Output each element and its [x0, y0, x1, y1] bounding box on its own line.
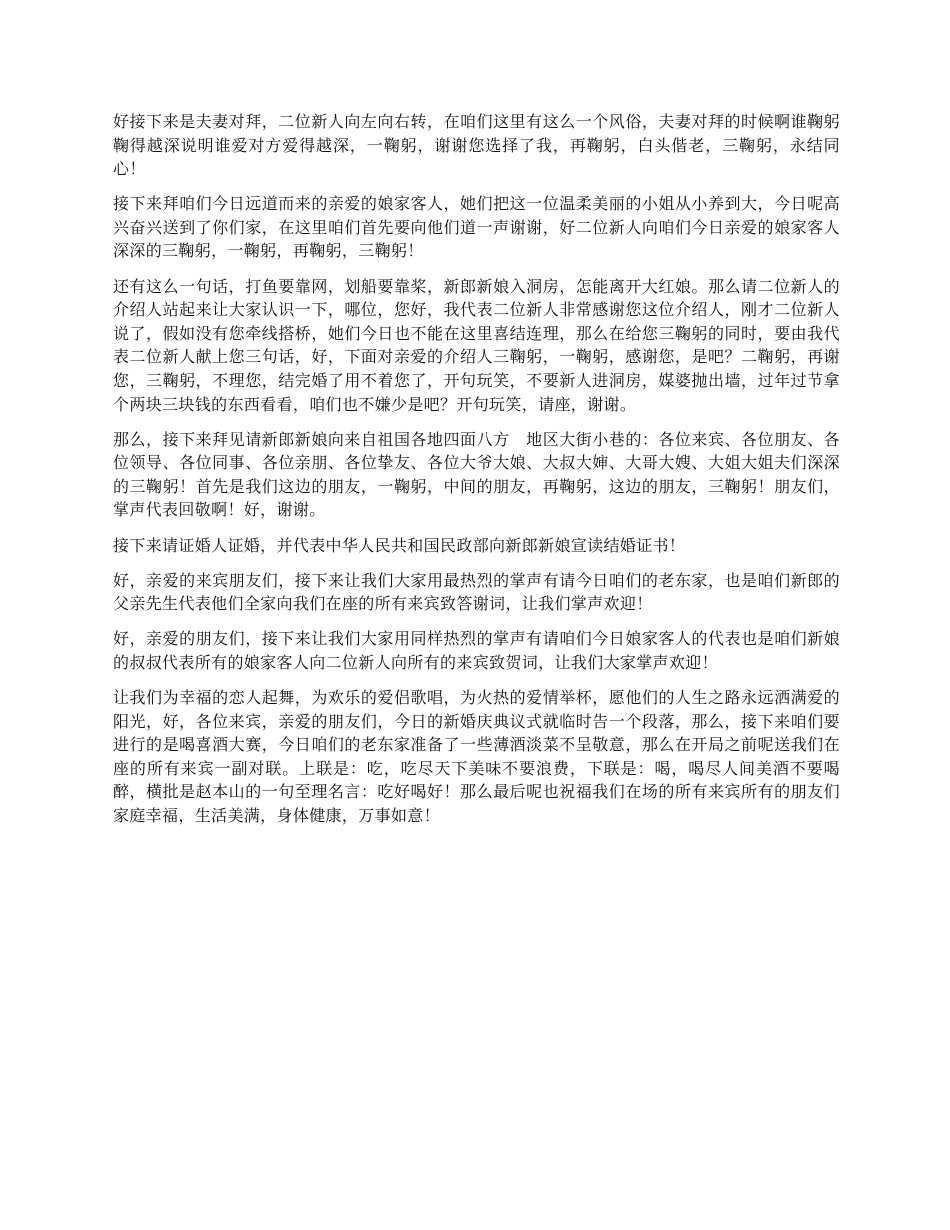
paragraph: 好，亲爱的来宾朋友们，接下来让我们大家用最热烈的掌声有请今日咱们的老东家，也是咱们新郎的父亲先生代表他们全家向我们在座的所有来宾致答谢词，让我们掌声欢迎！: [113, 570, 840, 614]
paragraph: 让我们为幸福的恋人起舞，为欢乐的爱侣歌唱，为火热的爱情举杯，愿他们的人生之路永远洒满爱的阳光，好，各位来宾，亲爱的朋友们，今日的新婚庆典议式就临时告一个段落，那么，接下来咱们要进行的是喝喜酒大赛，今日咱们的老东家准备了一些薄酒淡菜不呈敬意，那么在开局之前呢送我们在座的所有来宾一副对联。上联是：吃，吃尽天下美味不要浪费，下联是：喝，喝尽人间美酒不要喝醉，横批是赵本山的一句至理名言：吃好喝好！那么最后呢也祝福我们在场的所有来宾所有的朋友们家庭幸福，生活美满，身体健康，万事如意！: [113, 687, 840, 825]
paragraph: 好接下来是夫妻对拜，二位新人向左向右转，在咱们这里有这么一个风俗，夫妻对拜的时候啊谁鞠躬鞠得越深说明谁爱对方爱得越深，一鞠躬，谢谢您选择了我，再鞠躬，白头偕老，三鞠躬，永结同心！: [113, 112, 840, 179]
paragraph: 接下来拜咱们今日远道而来的亲爱的娘家客人，她们把这一位温柔美丽的小姐从小养到大，今日呢高兴奋兴送到了你们家，在这里咱们首先要向他们道一声谢谢，好二位新人向咱们今日亲爱的娘家客人深深的三鞠躬，一鞠躬，再鞠躬，三鞠躬！: [113, 194, 840, 261]
paragraph: 接下来请证婚人证婚，并代表中华人民共和国民政部向新郎新娘宣读结婚证书！: [113, 535, 686, 555]
paragraph: 那么，接下来拜见请新郎新娘向来自祖国各地四面八方 地区大街小巷的：各位来宾、各位朋友、各位领导、各位同事、各位亲朋、各位挚友、各位大爷大娘、大叔大婶、大哥大嫂、大姐大姐夫们深深的三鞠躬！首先是我们这边的朋友，一鞠躬，中间的朋友，再鞠躬，这边的朋友，三鞠躬！朋友们，掌声代表回敬啊！好，谢谢。: [113, 429, 840, 520]
document-body: [113, 110, 840, 839]
paragraph: 还有这么一句话，打鱼要靠网，划船要靠桨，新郎新娘入洞房，怎能离开大红娘。那么请二位新人的介绍人站起来让大家认识一下，哪位，您好，我代表二位新人非常感谢您这位介绍人，刚才二位新人说了，假如没有您牵线搭桥，她们今日也不能在这里喜结连理，那么在给您三鞠躬的同时，要由我代表二位新人献上您三句话，好，下面对亲爱的介绍人三鞠躬，一鞠躬，感谢您，是吧？二鞠躬，再谢您，三鞠躬，不理您，结完婚了用不着您了，开句玩笑，不要新人进洞房，媒婆抛出墙，过年过节拿个两块三块钱的东西看看，咱们也不嫌少是吧？开句玩笑，请座，谢谢。: [113, 276, 840, 414]
paragraph: 好，亲爱的朋友们，接下来让我们大家用同样热烈的掌声有请咱们今日娘家客人的代表也是咱们新娘的叔叔代表所有的娘家客人向二位新人向所有的来宾致贺词，让我们大家掌声欢迎！: [113, 629, 840, 672]
